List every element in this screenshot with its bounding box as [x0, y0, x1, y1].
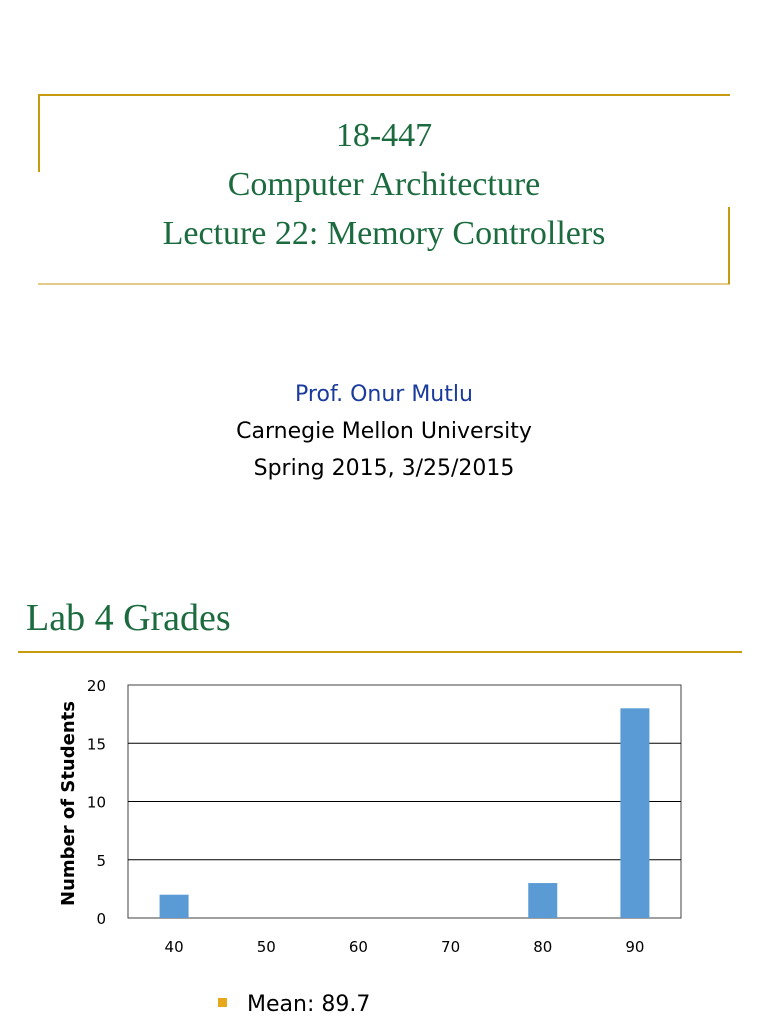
- institution: Carnegie Mellon University: [236, 419, 532, 444]
- x-tick-label: 40: [164, 938, 184, 956]
- course-name: Computer Architecture: [227, 166, 541, 203]
- x-tick-label: 90: [625, 938, 645, 956]
- bullet-item: [218, 992, 370, 1017]
- x-tick-label: 70: [441, 938, 461, 956]
- lecture-title: Lecture 22: Memory Controllers: [162, 215, 606, 252]
- bar-80: [528, 883, 557, 918]
- author-name: Prof. Onur Mutlu: [295, 382, 473, 407]
- y-tick-label: 15: [86, 735, 106, 754]
- slide-title: [0, 111, 768, 258]
- bar-90: [620, 708, 649, 918]
- bar-40: [160, 895, 189, 918]
- date: Spring 2015, 3/25/2015: [253, 456, 515, 481]
- bullet-square-icon: [218, 998, 227, 1007]
- author-block: [0, 376, 768, 487]
- x-tick-label: 60: [348, 938, 368, 956]
- y-tick-label: 5: [96, 851, 106, 870]
- x-tick-label: 80: [533, 938, 553, 956]
- grades-chart: [0, 660, 768, 980]
- slide2-title: Lab 4 Grades: [26, 597, 231, 639]
- y-tick-label: 0: [96, 910, 106, 928]
- mean-text: Mean: 89.7: [247, 992, 371, 1017]
- title-rule: [18, 651, 742, 653]
- y-tick-label: 10: [86, 793, 106, 812]
- x-tick-label: 50: [256, 938, 276, 956]
- course-number: 18-447: [335, 117, 433, 154]
- y-tick-label: 20: [86, 677, 106, 695]
- y-axis-label: Number of Students: [58, 701, 79, 906]
